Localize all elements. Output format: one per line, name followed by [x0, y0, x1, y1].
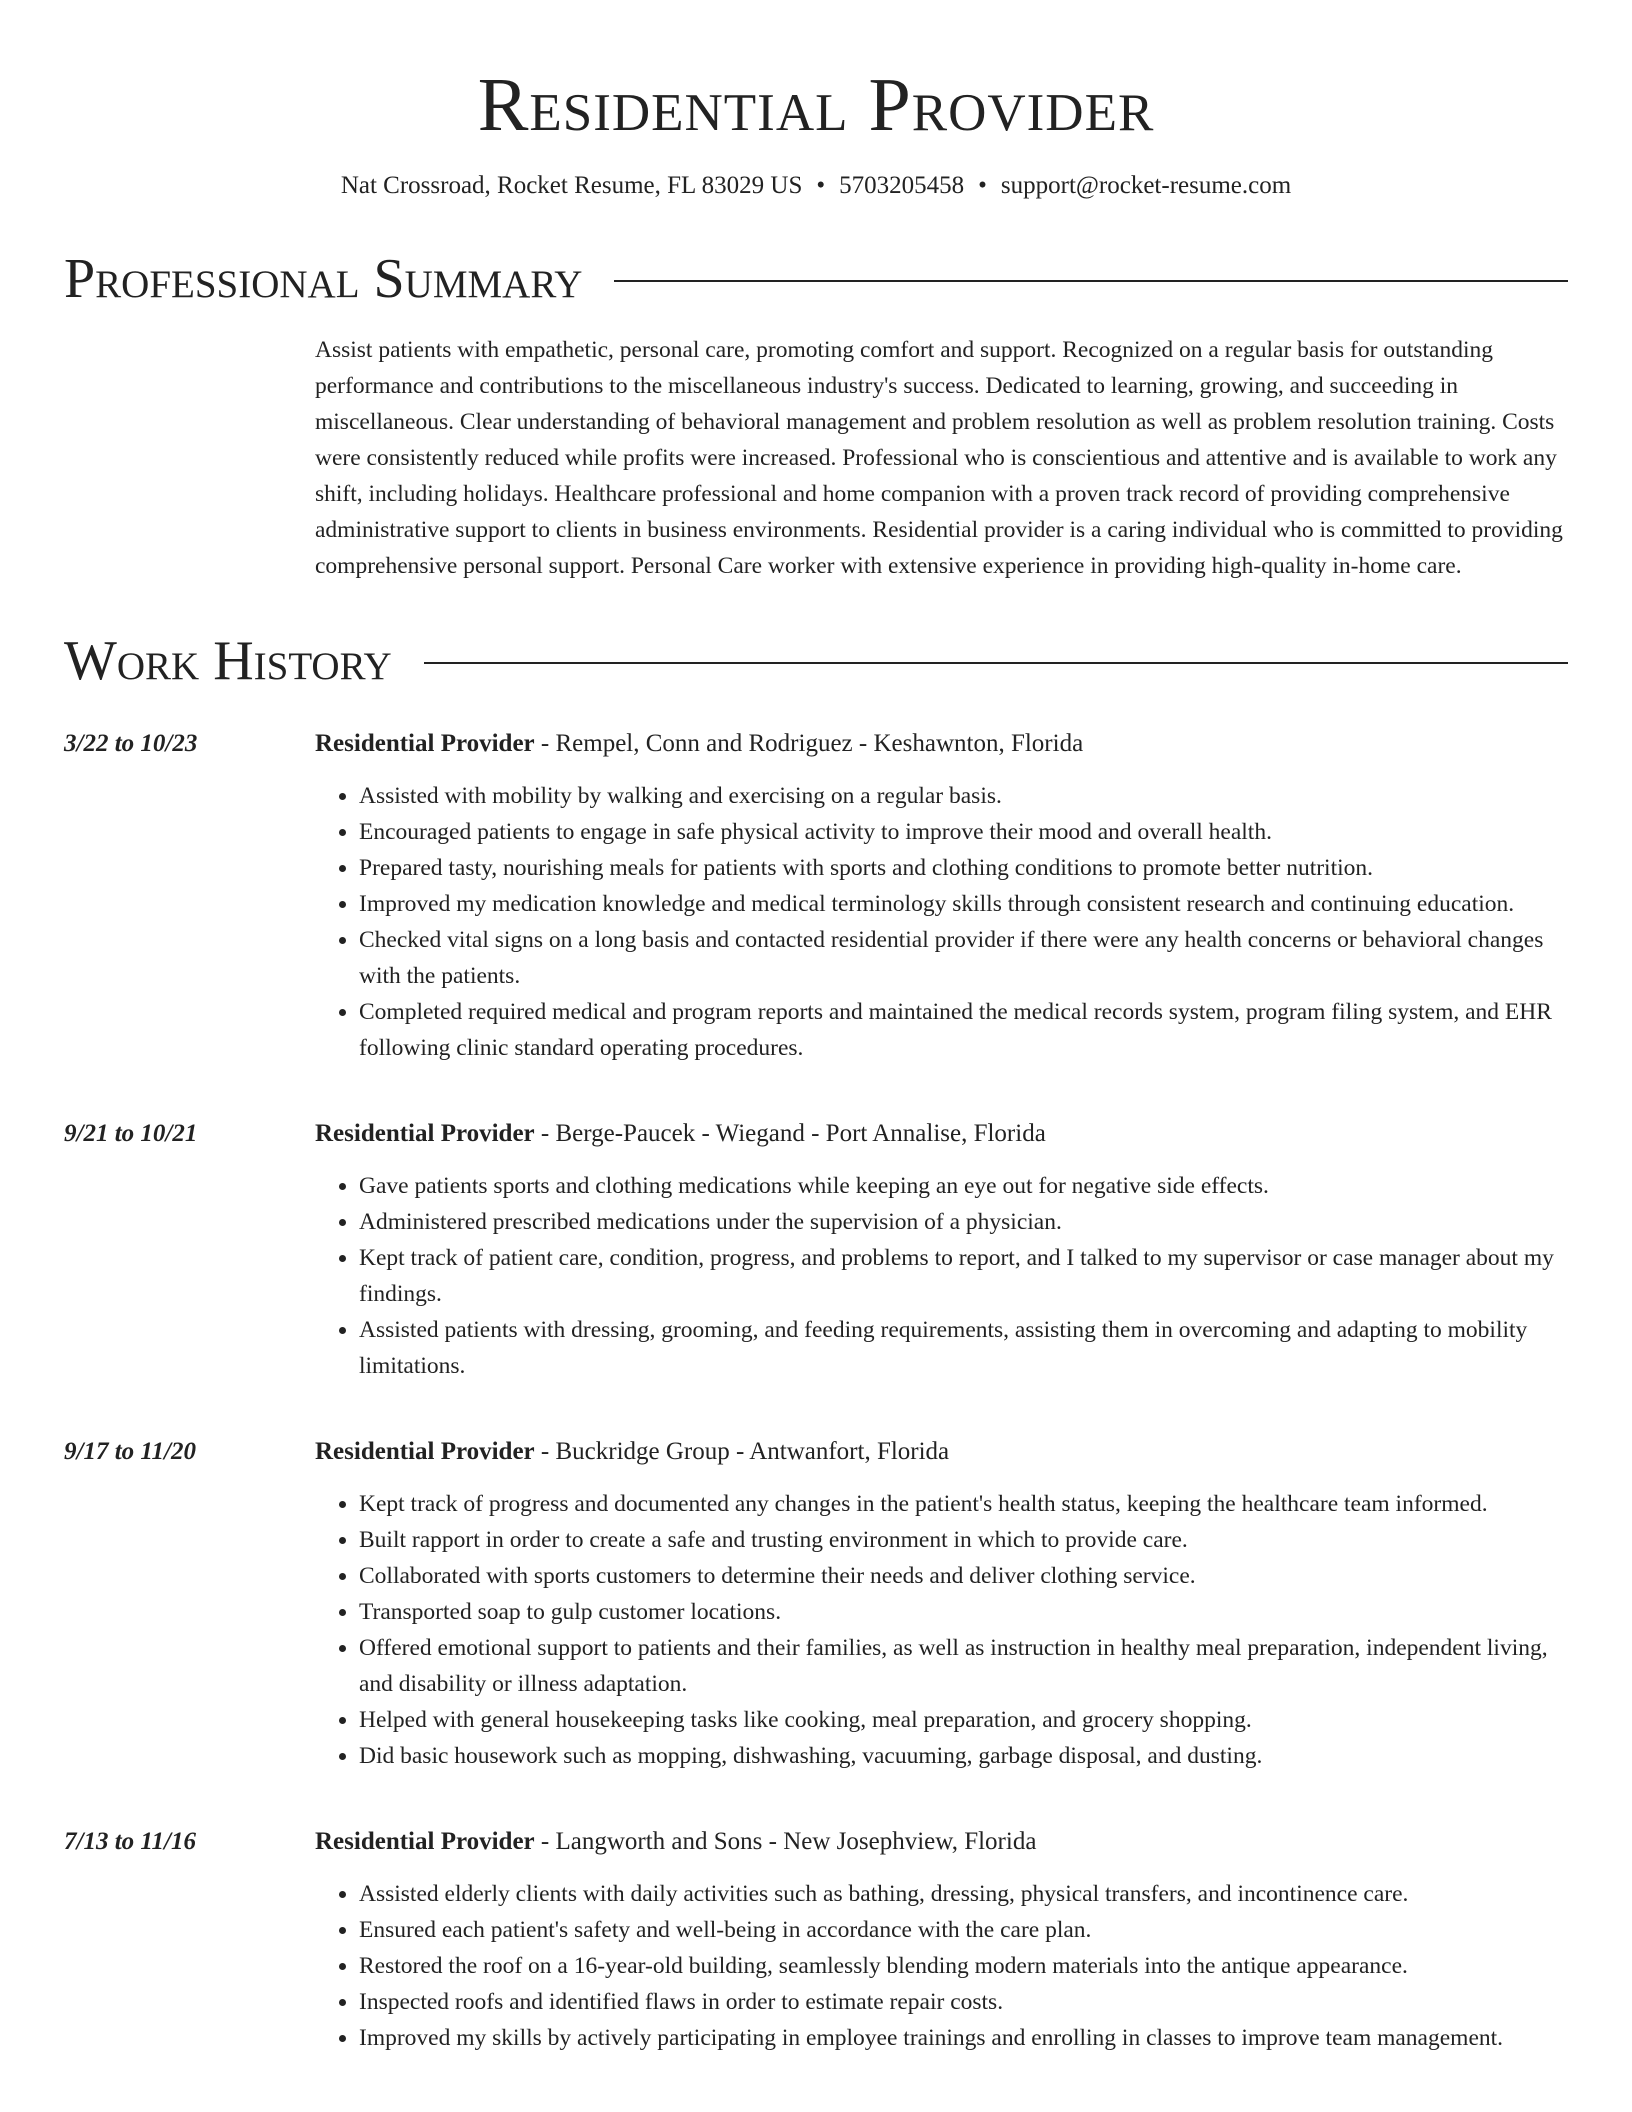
job-bullet: • Improved my skills by actively participating in employee trainings and enrolling in classes to improve team management. [359, 2020, 1568, 2056]
job-employer-location: - Berge-Paucek - Wiegand - Port Annalise, Florida [534, 1120, 1046, 1147]
job-bullet: • Checked vital signs on a long basis and contacted residential provider if there were any health concerns or behavioral changes with the patients. [359, 922, 1568, 994]
job-bullet: • Prepared tasty, nourishing meals for patients with sports and clothing conditions to promote better nutrition. [359, 850, 1568, 886]
job-bullet: • Offered emotional support to patients and their families, as well as instruction in healthy meal preparation, independent living, and disability or illness adaptation. [359, 1630, 1568, 1702]
contact-phone: 5703205458 [839, 172, 965, 199]
job-body [315, 1110, 1568, 1384]
job-bullet: • Built rapport in order to create a safe and trusting environment in which to provide care. [359, 1522, 1568, 1558]
job-bullet-list [315, 1876, 1568, 2056]
work-history-list [64, 720, 1568, 2056]
job-body [315, 1818, 1568, 2056]
work-section-title: Work History [64, 630, 392, 692]
job-dates: 9/17 to 11/20 [64, 1438, 196, 1465]
job-entry [64, 1818, 1568, 2056]
job-title-line [315, 1428, 1568, 1470]
job-entry [64, 1428, 1568, 1774]
job-employer-location: - Langworth and Sons - New Josephview, Florida [534, 1828, 1037, 1855]
job-bullet: • Completed required medical and program reports and maintained the medical records system, program filing system, and EHR following clinic standard operating procedures. [359, 994, 1568, 1066]
job-title-line [315, 720, 1568, 762]
job-bullet: • Encouraged patients to engage in safe physical activity to improve their mood and overall health. [359, 814, 1568, 850]
job-body [315, 1428, 1568, 1774]
resume-name: Residential Provider [477, 63, 1155, 147]
contact-address: Nat Crossroad, Rocket Resume, FL 83029 US [340, 172, 803, 199]
summary-text: Assist patients with empathetic, personal care, promoting comfort and support. Recognized on a regular basis for outstanding performance and contributions to the miscellaneous industry's success. Dedicated to learning, growing, and succeeding in miscellaneous. Clear understanding of behavioral management and problem resolution as well as problem resolution training. Costs were consistently reduced while profits were increased. Professional who is conscientious and attentive and is available to work any shift, including holidays. Healthcare professional and home companion with a proven track record of providing comprehensive administrative support to clients in business environments. Residential provider is a caring individual who is committed to providing comprehensive personal support. Personal Care worker with extensive experience in providing high-quality in-home care. [315, 337, 1563, 579]
contact-email: support@rocket-resume.com [1000, 172, 1292, 199]
job-bullet: • Helped with general housekeeping tasks like cooking, meal preparation, and grocery shopping. [359, 1702, 1568, 1738]
job-entry [64, 720, 1568, 1066]
job-title-line [315, 1818, 1568, 1860]
job-employer-location: - Buckridge Group - Antwanfort, Florida [534, 1438, 950, 1465]
job-bullet: • Transported soap to gulp customer locations. [359, 1594, 1568, 1630]
job-dates: 3/22 to 10/23 [64, 730, 198, 757]
job-bullet: • Restored the roof on a 16-year-old building, seamlessly blending modern materials into the antique appearance. [359, 1948, 1568, 1984]
job-bullet: • Kept track of progress and documented any changes in the patient's health status, keeping the healthcare team informed. [359, 1486, 1568, 1522]
job-entry [64, 1110, 1568, 1384]
job-title-line [315, 1110, 1568, 1152]
job-bullet: • Assisted elderly clients with daily activities such as bathing, dressing, physical transfers, and incontinence care. [359, 1876, 1568, 1912]
section-divider [424, 662, 1568, 664]
job-bullet: • Ensured each patient's safety and well-being in accordance with the care plan. [359, 1912, 1568, 1948]
contact-line [64, 170, 1568, 202]
job-body [315, 720, 1568, 1066]
job-employer-location: - Rempel, Conn and Rodriguez - Keshawnton, Florida [534, 730, 1084, 757]
job-bullet: • Did basic housework such as mopping, dishwashing, vacuuming, garbage disposal, and dusting. [359, 1738, 1568, 1774]
work-section-header [64, 630, 1568, 692]
contact-separator: • [816, 172, 826, 199]
job-bullet: • Collaborated with sports customers to determine their needs and deliver clothing service. [359, 1558, 1568, 1594]
job-role: Residential Provider [315, 1120, 535, 1147]
job-bullet: • Gave patients sports and clothing medications while keeping an eye out for negative side effects. [359, 1168, 1568, 1204]
job-role: Residential Provider [315, 1438, 535, 1465]
job-bullet: • Inspected roofs and identified flaws in order to estimate repair costs. [359, 1984, 1568, 2020]
job-dates: 9/21 to 10/21 [64, 1120, 198, 1147]
job-bullet: • Improved my medication knowledge and medical terminology skills through consistent research and continuing education. [359, 886, 1568, 922]
job-bullet: • Assisted patients with dressing, grooming, and feeding requirements, assisting them in overcoming and adapting to mobility limitations. [359, 1312, 1568, 1384]
contact-separator: • [978, 172, 987, 199]
job-dates: 7/13 to 11/16 [64, 1828, 196, 1855]
summary-section-title: Professional Summary [64, 248, 583, 310]
section-divider [614, 280, 1568, 282]
job-bullet-list [315, 1168, 1568, 1384]
job-bullet-list [315, 1486, 1568, 1774]
job-bullet: • Kept track of patient care, condition, progress, and problems to report, and I talked to my supervisor or case manager about my findings. [359, 1240, 1568, 1312]
job-bullet: • Assisted with mobility by walking and exercising on a regular basis. [359, 778, 1568, 814]
summary-section-header [64, 248, 1568, 310]
job-bullet-list [315, 778, 1568, 1066]
job-bullet: • Administered prescribed medications under the supervision of a physician. [359, 1204, 1568, 1240]
job-role: Residential Provider [315, 730, 535, 757]
job-role: Residential Provider [315, 1828, 535, 1855]
